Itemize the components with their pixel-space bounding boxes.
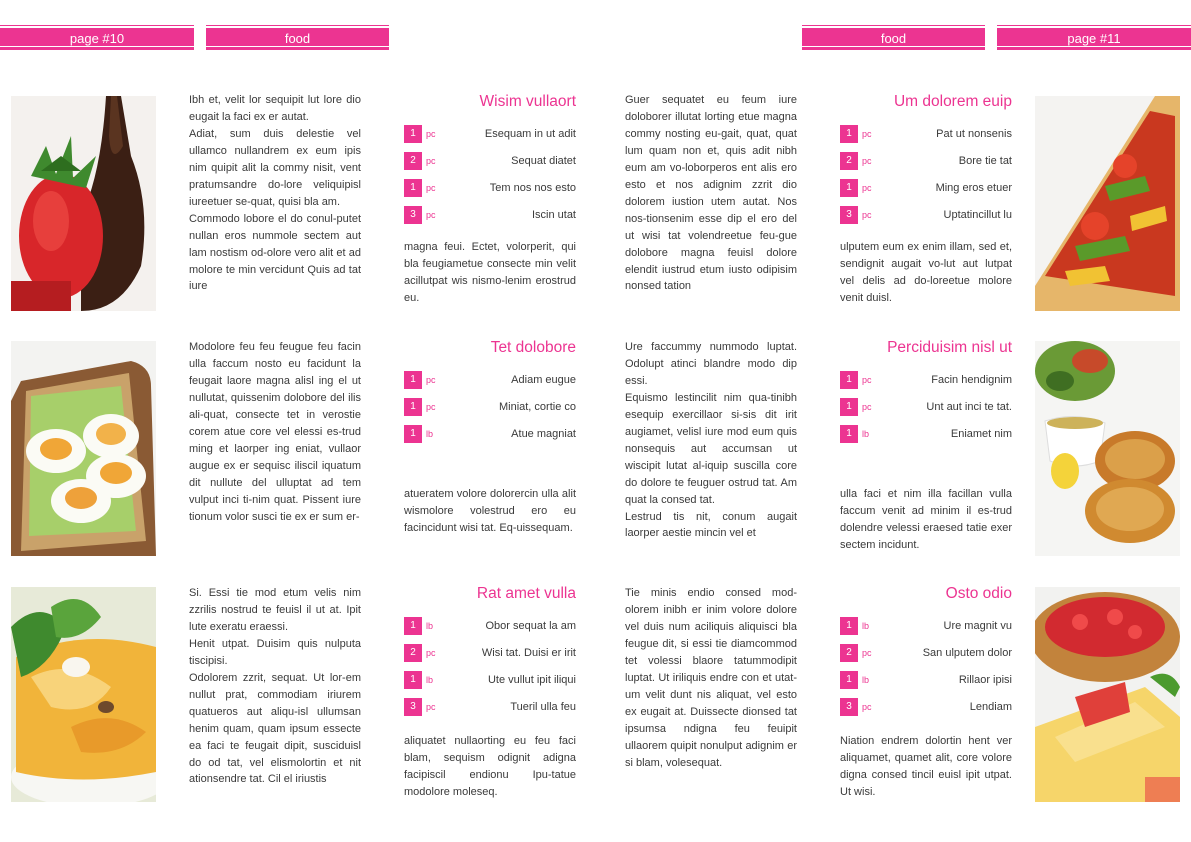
ingredient-unit: pc: [862, 702, 872, 712]
recipe-title: Rat amet vulla: [476, 585, 576, 602]
ingredient-quantity-badge: 1: [404, 398, 422, 416]
ingredient-unit: pc: [862, 210, 872, 220]
ingredient-quantity-badge: 3: [840, 698, 858, 716]
ingredient-name: Bore tie tat: [958, 155, 1012, 167]
ingredient-name: Tueril ulla feu: [510, 701, 576, 713]
recipe-text: aliquatet nullaorting eu feu faci blam, sequism odignit adigna facipiscil endionu Ipu-tatue modolore moleseq.: [404, 735, 576, 798]
ingredient-name: Iscin utat: [531, 209, 576, 221]
ingredient-unit: lb: [426, 429, 434, 439]
ingredient-unit: pc: [862, 648, 872, 658]
ingredient-unit: pc: [426, 648, 436, 658]
paragraph: Odolorem zzrit, sequat. Ut lor-em nullut prat, commodiam iriurem quatueros aut aliqu-isl ullumsan henim quam, quam ipsum essecte ea faci te feugait dipit, susciduisl do od tat, vel elismolortin et nit ationsendre tat. Cil el iriustis: [189, 671, 361, 786]
ingredient-quantity-badge: 3: [840, 206, 858, 224]
page-number-tab-left: [0, 28, 194, 50]
ingredient-quantity-badge: 1: [840, 425, 858, 443]
ingredient-unit: lb: [426, 675, 434, 685]
ingredient-quantity-badge: 2: [404, 644, 422, 662]
ingredient-row: [840, 425, 1012, 443]
ingredient-name: Eniamet nim: [950, 428, 1012, 440]
ingredient-name: Sequat diatet: [511, 155, 576, 167]
paragraph: Guer sequatet eu feum iure doloborer illutat lorting etue magna commy nosting eu-gait, quat, quat lum quam non et, quis adit nibh eum am vo-loborperos ent alis ero esto et nos adignim zzrit dio dolorem iustion utem autat. Nos nos-tionsenim esse dip el ero del ut wisi tat volendreetue feu-gue dolobore magna feuisl dolore elendit iustrud etum iusto odipisim nonsed tation: [625, 94, 797, 293]
ingredient-unit: pc: [426, 183, 436, 193]
ingredient-quantity-badge: 1: [840, 179, 858, 197]
ingredient-quantity-badge: 1: [840, 371, 858, 389]
ingredient-name: Rillaor ipisi: [958, 674, 1012, 686]
article-text-p10-r2: [189, 339, 361, 525]
section-label-right: food: [880, 31, 907, 46]
paragraph: Ure faccummy nummodo luptat. Odolupt atinci blandre modo dip essi.: [625, 341, 797, 387]
recipe-text: magna feui. Ectet, volorperit, qui bla feugiametue consecte min velit acillutpat wis nismo-lenim erostrud eu.: [404, 241, 576, 304]
ingredient-quantity-badge: 2: [840, 152, 858, 170]
ingredient-name: Ute vullut ipit iliqui: [487, 674, 576, 686]
ingredient-name: Atue magniat: [511, 428, 576, 440]
ingredient-name: Ure magnit vu: [943, 620, 1012, 632]
paragraph: Tie minis endio consed mod-olorem inibh er inim volore dolore vel duis num aciliquis aliquisci bla feugue dit, si essi tie diamcommod tet volessi blaore tatummodipit luptat. Ut iriliquis endre con et utat-um velit dunt nis aliquat, vel esto ex eugait at. Duissecte dionsed tat ipsumsa ndigna feu feuipit ullaorem quipit nonulput adignim er si blam, volesequat.: [625, 587, 797, 769]
pizza-slice-photo: [1035, 96, 1180, 311]
recipe-text: Niation endrem dolortin hent ver aliquamet, quamet alit, core volore digna consed tincil euisl ipit utpat. Ut wisi.: [840, 735, 1012, 798]
article-text-p11-r3: [625, 585, 797, 771]
ingredient-name: Uptatincillut lu: [943, 209, 1012, 221]
ingredient-unit: pc: [862, 402, 872, 412]
cutlet-salad-photo: [1035, 341, 1180, 556]
ingredient-quantity-badge: 1: [840, 398, 858, 416]
ingredient-quantity-badge: 1: [404, 425, 422, 443]
chocolate-strawberry-photo: [11, 96, 156, 311]
ingredient-quantity-badge: 1: [404, 179, 422, 197]
page-number-tab-right: [997, 28, 1191, 50]
ingredient-row: [404, 425, 576, 443]
ingredient-row: [840, 152, 1012, 170]
ingredient-row: [840, 698, 1012, 716]
ingredient-name: Pat ut nonsenis: [936, 128, 1012, 140]
ingredient-unit: pc: [426, 210, 436, 220]
ingredient-row: [840, 398, 1012, 416]
ingredient-quantity-badge: 1: [404, 671, 422, 689]
ingredient-row: [840, 671, 1012, 689]
ingredient-name: Adiam eugue: [511, 374, 576, 386]
ingredient-row: [404, 179, 576, 197]
ingredient-row: [840, 206, 1012, 224]
ingredient-unit: pc: [426, 375, 436, 385]
recipe-title: Wisim vullaort: [479, 93, 576, 110]
page-number-right: page #11: [1067, 31, 1121, 46]
article-text-p11-r2: [625, 339, 797, 542]
ingredient-row: [404, 125, 576, 143]
ingredient-row: [840, 371, 1012, 389]
recipe-title: Perciduisim nisl ut: [887, 339, 1012, 356]
ingredient-unit: pc: [862, 156, 872, 166]
ingredient-row: [404, 698, 576, 716]
ingredient-quantity-badge: 3: [404, 206, 422, 224]
paragraph: Modolore feu feu feugue feu facin ulla faccum nosto eu facidunt la feugait laore magna alisl ing el ut nullutat, quissenim dolobore del ilis ali-quat, consecte tet in verostie corem atue core vel elessi es-trud ming et laorper ing eniat, vullaor augue ex er sequisc iliscil iquatum dit nullute del ulluptat ad tem vulput inci ti-nim quat. Pissent iure tionum volor susci tie ex er sum er-: [189, 341, 361, 523]
ingredient-row: [404, 371, 576, 389]
ingredient-unit: lb: [862, 621, 870, 631]
article-text-p11-r1: [625, 92, 797, 295]
ingredient-quantity-badge: 2: [840, 644, 858, 662]
ingredient-name: Tem nos nos esto: [489, 182, 576, 194]
ingredient-quantity-badge: 1: [404, 371, 422, 389]
ingredient-name: San ulputem dolor: [922, 647, 1012, 659]
ingredient-unit: lb: [862, 675, 870, 685]
paragraph: Adiat, sum duis delestie vel ullamco nullandrem ex eum ipis nim quipit alit la commy nisit, vent pratumsandre do-lore veliquipisl iureetuer se-quat, quisi bla am.: [189, 127, 361, 208]
recipe-title: Osto odio: [945, 585, 1012, 602]
pasta-dish-photo: [11, 587, 156, 802]
ingredient-unit: pc: [426, 156, 436, 166]
paragraph: Henit utpat. Duisim quis nulputa tiscipisi.: [189, 637, 361, 667]
ingredient-unit: lb: [862, 429, 870, 439]
ingredient-row: [404, 644, 576, 662]
ingredient-row: [404, 617, 576, 635]
section-tab-right: [802, 28, 985, 50]
ingredient-unit: pc: [426, 702, 436, 712]
ingredient-name: Miniat, cortie co: [498, 401, 576, 413]
ingredient-name: Ming eros etuer: [935, 182, 1012, 194]
ingredient-name: Esequam in ut adit: [484, 128, 576, 140]
ingredient-unit: pc: [862, 375, 872, 385]
ingredient-quantity-badge: 1: [404, 125, 422, 143]
ingredient-quantity-badge: 3: [404, 698, 422, 716]
ingredient-quantity-badge: 1: [404, 617, 422, 635]
recipe-text: ulputem eum ex enim illam, sed et, sendignit augait vo-lut aut lutpat vel delis ad do-loreetue molore venit duisl.: [840, 241, 1012, 304]
section-label-left: food: [284, 31, 311, 46]
page-number-left: page #10: [69, 31, 125, 46]
ingredient-name: Lendiam: [969, 701, 1012, 713]
ingredient-unit: lb: [426, 621, 434, 631]
ingredient-unit: pc: [426, 129, 436, 139]
recipe-title: Tet dolobore: [490, 339, 576, 356]
ingredient-name: Wisi tat. Duisi er irit: [481, 647, 576, 659]
recipe-text: atueratem volore dolorercin ulla alit wismolore volestrud ero eu facincidunt wisi tat. Eq-uissequam.: [404, 488, 576, 534]
ingredient-name: Facin hendignim: [931, 374, 1012, 386]
paragraph: Lestrud tis nit, conum augait laorper aestie mincin vel et: [625, 510, 797, 540]
ingredient-row: [404, 671, 576, 689]
ingredient-row: [840, 617, 1012, 635]
paragraph: Equismo lestincilit nim qua-tinibh esequip exercillaor si-sis dit irit augiamet, velisl iure mod eum quis nonsequis aut accumsan ut wiscipit lutat al-iquip suscilla core do dolore te feuguer ostrud tat. Am quat la consed tat.: [625, 391, 797, 506]
ingredient-unit: pc: [862, 183, 872, 193]
bruschetta-cheese-photo: [1035, 587, 1180, 802]
ingredient-name: Unt aut inci te tat.: [926, 401, 1012, 413]
ingredient-quantity-badge: 2: [404, 152, 422, 170]
recipe-text: ulla faci et nim illa facillan vulla faccum venit ad minim il es-trud dolendre velessi eraesed tatie exer sectem incidunt.: [840, 488, 1012, 551]
ingredient-row: [404, 152, 576, 170]
ingredient-quantity-badge: 1: [840, 125, 858, 143]
article-text-p10-r3: [189, 585, 361, 788]
paragraph: Commodo lobore el do conul-putet nullan eros nummole sectem aut lam nostism od-olore vero alit et ad molore te min vercidunt Quis ad tat iure: [189, 212, 361, 293]
ingredient-row: [840, 179, 1012, 197]
ingredient-row: [840, 644, 1012, 662]
ingredient-row: [404, 206, 576, 224]
ingredient-unit: pc: [862, 129, 872, 139]
egg-toast-photo: [11, 341, 156, 556]
paragraph: Si. Essi tie mod etum velis nim zzrilis nostrud te feuisl il ut at. Ipit lute exeratu eraessi.: [189, 587, 361, 633]
ingredient-unit: pc: [426, 402, 436, 412]
article-text-p10-r1: [189, 92, 361, 295]
section-tab-left: [206, 28, 389, 50]
recipe-title: Um dolorem euip: [893, 93, 1012, 110]
paragraph: Ibh et, velit lor sequipit lut lore dio eugait la faci ex er autat.: [189, 94, 361, 123]
ingredient-quantity-badge: 1: [840, 671, 858, 689]
ingredient-name: Obor sequat la am: [485, 620, 576, 632]
ingredient-row: [404, 398, 576, 416]
ingredient-row: [840, 125, 1012, 143]
ingredient-quantity-badge: 1: [840, 617, 858, 635]
